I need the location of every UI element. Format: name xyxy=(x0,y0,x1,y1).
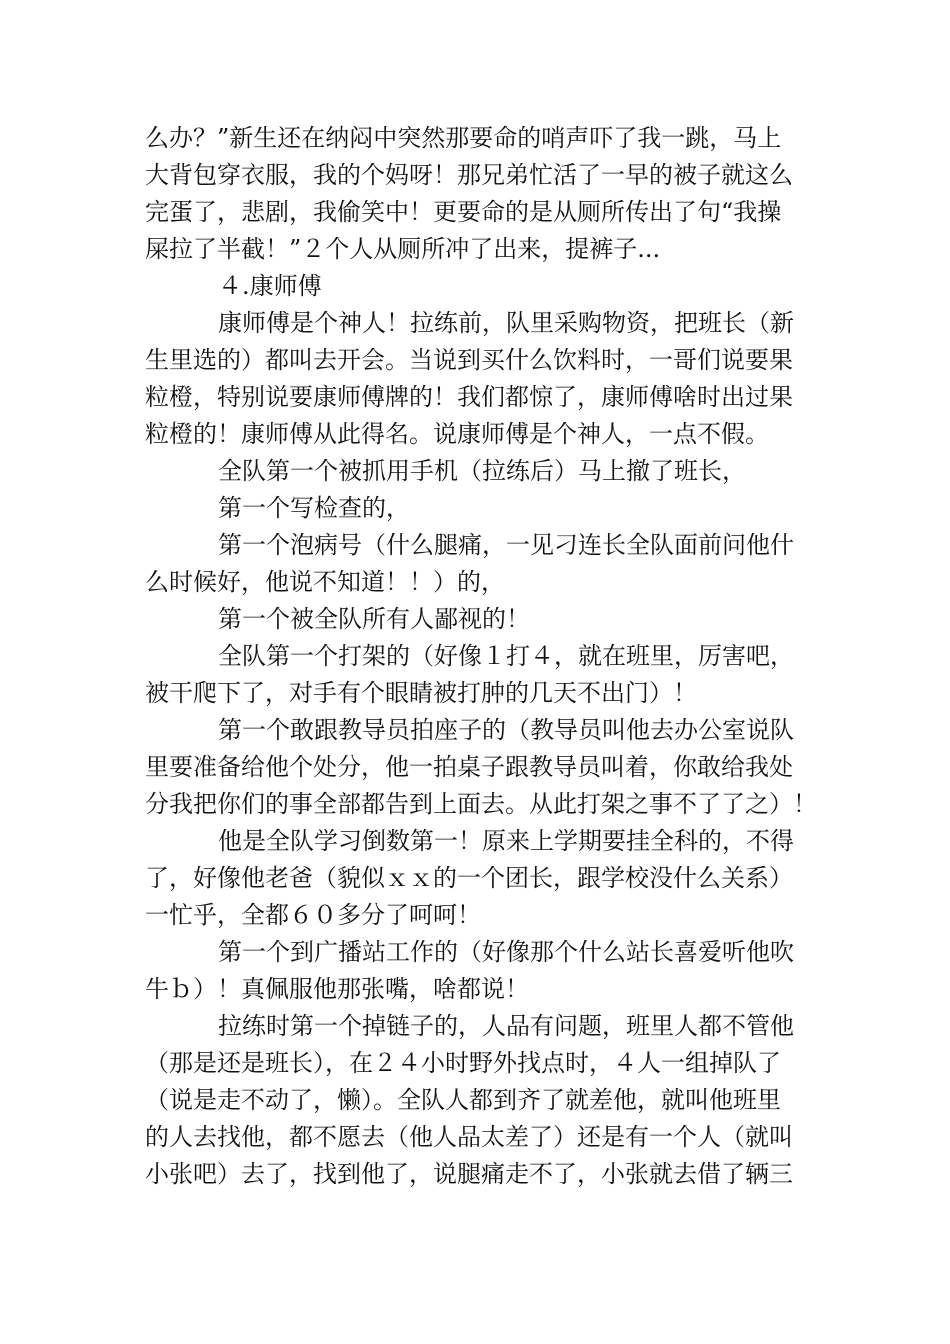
text-line: 大背包穿衣服，我的个妈呀！那兄弟忙活了一早的被子就这么 xyxy=(145,161,793,189)
text-line: 么时候好，他说不知道！！）的， xyxy=(145,568,505,596)
text-line: 他是全队学习倒数第一！原来上学期要挂全科的，不得 xyxy=(218,827,794,855)
text-line: 第一个到广播站工作的（好像那个什么站长喜爱听他吹 xyxy=(218,938,794,966)
text-line: 完蛋了，悲剧，我偷笑中！更要命的是从厕所传出了句“我操 xyxy=(145,198,782,226)
text-line: 全队第一个被抓用手机（拉练后）马上撤了班长， xyxy=(218,457,746,485)
text-line: 了，好像他老爸（貌似ｘｘ的一个团长，跟学校没什么关系） xyxy=(145,864,793,892)
text-line: 康师傅是个神人！拉练前，队里采购物资，把班长（新 xyxy=(218,309,794,337)
text-line: 一忙乎，全都６０多分了呵呵！ xyxy=(145,901,481,929)
text-line: 被干爬下了，对手有个眼睛被打肿的几天不出门）！ xyxy=(145,679,697,707)
section-heading: ４.康师傅 xyxy=(218,272,322,300)
text-line: 全队第一个打架的（好像１打４，就在班里，厉害吧， xyxy=(218,642,794,670)
text-line: 里要准备给他个处分，他一拍桌子跟教导员叫着，你敢给我处 xyxy=(145,753,793,781)
text-line: 小张吧）去了，找到他了，说腿痛走不了，小张就去借了辆三 xyxy=(145,1160,793,1188)
text-line: （说是走不动了，懒）。全队人都到齐了就差他，就叫他班里 xyxy=(145,1086,781,1114)
text-line: 牛ｂ）！真佩服他那张嘴，啥都说！ xyxy=(145,975,529,1003)
text-line: 第一个泡病号（什么腿痛，一见刁连长全队面前问他什 xyxy=(218,531,794,559)
text-line: 生里选的）都叫去开会。当说到买什么饮料时，一哥们说要果 xyxy=(145,346,793,374)
text-line: 第一个敢跟教导员拍座子的（教导员叫他去办公室说队 xyxy=(218,716,794,744)
text-line: 第一个被全队所有人鄙视的！ xyxy=(218,605,530,633)
text-line: 屎拉了半截！”２个人从厕所冲了出来，提裤子... xyxy=(145,235,661,263)
text-line: 拉练时第一个掉链子的，人品有问题，班里人都不管他 xyxy=(218,1012,794,1040)
text-line: （那是还是班长），在２４小时野外找点时，４人一组掉队了 xyxy=(145,1049,781,1077)
text-line: 第一个写检查的， xyxy=(218,494,410,522)
text-line: 分我把你们的事全部都告到上面去。从此打架之事不了了之）！ xyxy=(145,790,817,818)
text-line: 的人去找他，都不愿去（他人品太差了）还是有一个人（就叫 xyxy=(145,1123,793,1151)
text-line: 粒橙，特别说要康师傅牌的！我们都惊了，康师傅啥时出过果 xyxy=(145,383,793,411)
text-line: 粒橙的！康师傅从此得名。说康师傅是个神人，一点不假。 xyxy=(145,420,769,448)
text-line: 么办？”新生还在纳闷中突然那要命的哨声吓了我一跳，马上 xyxy=(145,124,782,152)
